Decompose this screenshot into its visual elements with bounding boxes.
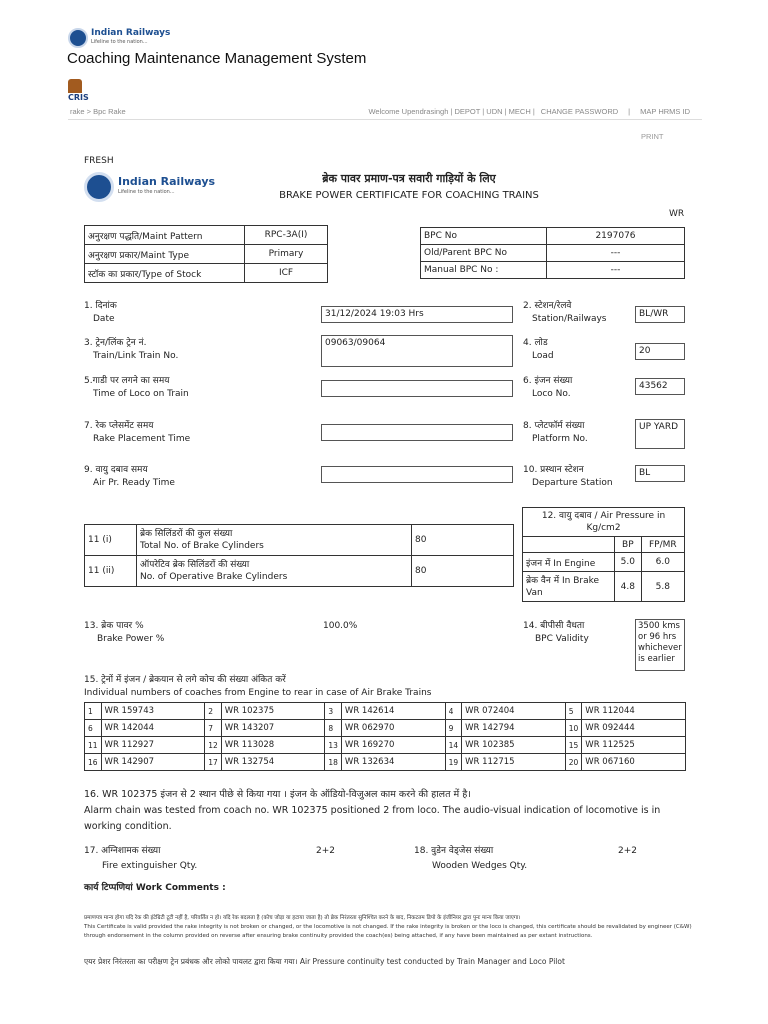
loco-no-label-en: Loco No.	[532, 389, 571, 399]
coach-position: 9	[445, 720, 462, 737]
coach-position: 13	[325, 737, 342, 754]
train-no-label	[84, 337, 178, 363]
coach-number: WR 112927	[101, 737, 205, 754]
coach-number: WR 143207	[221, 720, 325, 737]
wedges-label	[414, 845, 527, 873]
fine-print-en-2: through endorsement in the column provided on reverse after ensuring brake continuity provided the coach(es) being attached, if any have been maintained as per extant instructions.	[84, 933, 593, 939]
coach-position: 10	[565, 720, 582, 737]
certificate-logo-tagline: Lifeline to the nation...	[118, 189, 175, 195]
brand-tagline: Lifeline to the nation...	[91, 39, 148, 45]
table-row	[85, 226, 328, 245]
cris-label: CRIS	[68, 93, 89, 102]
coach-number: WR 092444	[582, 720, 686, 737]
coaches-caption-hi: 15. ट्रेनों में इंजन / ब्रेकयान से लगे कोच की संख्या अंकित करें	[84, 675, 286, 685]
validity-label-hi: 14. बीपीसी वैधता	[523, 621, 585, 631]
fp-header: FP/MR	[641, 537, 684, 553]
table-row	[523, 572, 685, 602]
brake-power-label-en: Brake Power %	[97, 634, 165, 644]
air-ready-label-hi: 9. वायु दबाव समय	[84, 465, 148, 475]
cylinder-label	[137, 556, 412, 587]
air-ready-label	[84, 464, 175, 490]
extinguisher-value: 2+2	[316, 846, 335, 856]
brake-power-value: 100.0%	[323, 621, 358, 631]
station-field[interactable]: BL/WR	[635, 306, 685, 323]
coach-position: 18	[325, 754, 342, 771]
coach-number: WR 132634	[341, 754, 445, 771]
alarm-note-en: Alarm chain was tested from coach no. WR 102375 positioned 2 from loco. The audio-visual indication of locomotive is in working condition.	[84, 805, 661, 832]
station-label-hi: 2. स्टेशन/रेलवे	[523, 301, 572, 311]
coach-position: 19	[445, 754, 462, 771]
load-label-hi: 4. लोड	[523, 338, 548, 348]
coach-position: 2	[205, 703, 222, 720]
coach-number: WR 169270	[341, 737, 445, 754]
alarm-chain-note	[84, 787, 694, 835]
station-label-en: Station/Railways	[532, 314, 607, 324]
old-bpc-value: ---	[547, 245, 685, 262]
brake-cylinder-table	[84, 524, 514, 587]
coach-position: 15	[565, 737, 582, 754]
print-button[interactable]: PRINT	[641, 132, 664, 141]
loco-no-label-hi: 6. इंजन संख्या	[523, 376, 573, 386]
coach-number: WR 102385	[462, 737, 566, 754]
maint-type-value: Primary	[245, 245, 328, 264]
date-label	[84, 300, 117, 326]
table-row	[421, 262, 685, 279]
coach-number: WR 142614	[341, 703, 445, 720]
table-row	[523, 537, 685, 553]
coach-position: 1	[85, 703, 102, 720]
change-password-link[interactable]: CHANGE PASSWORD	[540, 107, 619, 116]
table-row	[85, 720, 686, 737]
rake-placement-label-hi: 7. रेक प्लेसमेंट समय	[84, 421, 154, 431]
departure-field[interactable]: BL	[635, 465, 685, 482]
table-row	[85, 245, 328, 264]
welcome-text: Welcome Upendrasingh | DEPOT | UDN | MECH |	[368, 107, 535, 116]
bpc-no-value: 2197076	[547, 228, 685, 245]
cylinder-label-en: No. of Operative Brake Cylinders	[140, 572, 288, 582]
load-label	[523, 337, 554, 363]
date-field[interactable]: 31/12/2024 19:03 Hrs	[321, 306, 513, 323]
alarm-note-hi: 16. WR 102375 इंजन से 2 स्थान पीछे से किया गया । इंजन के ऑडियो-विजुअल काम करने की हालत में है।	[84, 789, 471, 800]
zone-label: WR	[669, 209, 685, 219]
brake-power-label-hi: 13. ब्रेक पावर %	[84, 621, 144, 631]
coaches-caption	[84, 674, 431, 700]
station-label	[523, 300, 607, 326]
cylinder-value: 80	[412, 525, 514, 556]
row-number: 11 (i)	[85, 525, 137, 556]
brake-van-label: ब्रेक वैन में In Brake Van	[523, 572, 615, 602]
coach-number: WR 067160	[582, 754, 686, 771]
air-ready-field[interactable]	[321, 466, 513, 483]
air-pressure-title: 12. वायु दबाव / Air Pressure in Kg/cm2	[523, 508, 685, 537]
date-label-hi: 1. दिनांक	[84, 301, 117, 311]
coach-number: WR 142794	[462, 720, 566, 737]
table-row	[85, 737, 686, 754]
fine-print-en-1: This Certificate is valid provided the rake integrity is not broken or changed, or the locomotive is not changed. If the rake integrity is broken or the loco is changed, this certificate should be revalidated by engineer (C&W)	[84, 924, 692, 930]
date-label-en: Date	[93, 314, 115, 324]
cylinder-label	[137, 525, 412, 556]
loco-no-label	[523, 375, 572, 401]
work-comments-label: कार्य टिप्पणियां Work Comments :	[84, 883, 226, 893]
coach-position: 8	[325, 720, 342, 737]
cylinder-label-hi: ऑपरेटिव ब्रेक सिलिंडरों की संख्या	[140, 560, 250, 570]
table-row	[523, 508, 685, 537]
manual-bpc-label: Manual BPC No :	[421, 262, 547, 279]
platform-field[interactable]: UP YARD	[635, 419, 685, 449]
maint-pattern-label: अनुरक्षण पद्धति/Maint Pattern	[85, 226, 245, 245]
certificate-logo-text: Indian Railways	[118, 175, 216, 188]
loco-time-label-hi: 5.गाडी पर लगने का समय	[84, 376, 170, 386]
departure-label-hi: 10. प्रस्थान स्टेशन	[523, 465, 584, 475]
departure-label-en: Departure Station	[532, 478, 613, 488]
fine-print-hi: प्रमाणपत्र मान्य होगा यदि रेक की इंटेग्रिटी टूटी नहीं है, परिवर्तित न हो। यदि रेक बदलता है (कोच जोड़ा या हटाया जाता है) तो ब्रेक निरंतरता सुनिश्चित करने के बाद, निकटतम डिपो के इंजीनियर द्वारा पुनः मान्य किया जाएगा।	[84, 915, 521, 921]
row-number: 11 (ii)	[85, 556, 137, 587]
air-ready-label-en: Air Pr. Ready Time	[93, 478, 175, 488]
table-row	[523, 553, 685, 572]
coach-position: 14	[445, 737, 462, 754]
wedges-label-hi: 18. वुडेन वेड्जेस संख्या	[414, 846, 494, 856]
coach-position: 3	[325, 703, 342, 720]
maint-pattern-value: RPC-3A(I)	[245, 226, 328, 245]
train-no-label-hi: 3. ट्रेन/लिंक ट्रेन नं.	[84, 338, 147, 348]
cylinder-label-en: Total No. of Brake Cylinders	[140, 541, 264, 551]
coach-number: WR 142044	[101, 720, 205, 737]
table-row	[85, 754, 686, 771]
stock-type-value: ICF	[245, 264, 328, 283]
old-bpc-label: Old/Parent BPC No	[421, 245, 547, 262]
wedges-value: 2+2	[618, 846, 637, 856]
table-row	[85, 703, 686, 720]
bpc-no-label: BPC No	[421, 228, 547, 245]
nav-separator: |	[628, 107, 631, 116]
coach-position: 20	[565, 754, 582, 771]
coach-number: WR 062970	[341, 720, 445, 737]
cylinder-label-hi: ब्रेक सिलिंडरों की कुल संख्या	[140, 529, 233, 539]
loco-time-field[interactable]	[321, 380, 513, 397]
validity-label	[523, 620, 589, 646]
coach-position: 11	[85, 737, 102, 754]
coach-table	[84, 702, 686, 771]
coach-position: 6	[85, 720, 102, 737]
rake-placement-label-en: Rake Placement Time	[93, 434, 191, 444]
table-row	[421, 228, 685, 245]
engine-label: इंजन में In Engine	[523, 553, 615, 572]
indian-railways-logo	[68, 28, 170, 48]
brake-van-bp: 4.8	[615, 572, 642, 602]
departure-label	[523, 464, 613, 490]
loco-no-field[interactable]: 43562	[635, 378, 685, 395]
coach-position: 12	[205, 737, 222, 754]
validity-fine-print	[84, 914, 694, 941]
loco-time-label	[84, 375, 189, 401]
brake-van-fp: 5.8	[641, 572, 684, 602]
coach-number: WR 142907	[101, 754, 205, 771]
breadcrumb[interactable]: rake > Bpc Rake	[70, 107, 126, 116]
railway-emblem-icon	[68, 28, 88, 48]
coach-number: WR 112044	[582, 703, 686, 720]
brand-name: Indian Railways	[91, 28, 171, 38]
platform-label	[523, 420, 588, 446]
coach-number: WR 132754	[221, 754, 325, 771]
coach-number: WR 159743	[101, 703, 205, 720]
bpc-table	[420, 227, 685, 279]
platform-label-en: Platform No.	[532, 434, 588, 444]
coach-number: WR 113028	[221, 737, 325, 754]
maint-type-label: अनुरक्षण प्रकार/Maint Type	[85, 245, 245, 264]
coach-number: WR 102375	[221, 703, 325, 720]
rake-placement-field[interactable]	[321, 424, 513, 441]
train-no-field[interactable]: 09063/09064	[321, 335, 513, 367]
brake-power-label	[84, 620, 164, 646]
table-row	[85, 525, 514, 556]
engine-bp: 5.0	[615, 553, 642, 572]
coach-position: 7	[205, 720, 222, 737]
loco-time-label-en: Time of Loco on Train	[93, 389, 189, 399]
extinguisher-label-hi: 17. अग्निशामक संख्या	[84, 846, 161, 856]
certificate-status: FRESH	[84, 156, 114, 166]
coach-number: WR 112525	[582, 737, 686, 754]
platform-label-hi: 8. प्लेटफॉर्म संख्या	[523, 421, 585, 431]
train-no-label-en: Train/Link Train No.	[93, 351, 179, 361]
coaches-caption-en: Individual numbers of coaches from Engine to rear in case of Air Brake Trains	[84, 688, 432, 698]
app-title: Coaching Maintenance Management System	[67, 50, 367, 67]
table-row	[421, 245, 685, 262]
extinguisher-label-en: Fire extinguisher Qty.	[102, 861, 198, 871]
air-pressure-table	[522, 507, 685, 602]
emblem-icon	[68, 79, 82, 93]
extinguisher-label	[84, 845, 197, 873]
certificate-title-hindi: ब्रेक पावर प्रमाण-पत्र सवारी गाड़ियों के लिए	[322, 172, 496, 185]
load-field[interactable]: 20	[635, 343, 685, 360]
table-row	[85, 264, 328, 283]
certificate-title: BRAKE POWER CERTIFICATE FOR COACHING TRAINS	[279, 190, 539, 201]
map-hrms-link[interactable]: MAP HRMS ID	[640, 107, 690, 116]
coach-number: WR 112715	[462, 754, 566, 771]
stock-type-label: स्टॉक का प्रकार/Type of Stock	[85, 264, 245, 283]
coach-position: 4	[445, 703, 462, 720]
coach-position: 17	[205, 754, 222, 771]
bp-header: BP	[615, 537, 642, 553]
coach-position: 5	[565, 703, 582, 720]
wedges-label-en: Wooden Wedges Qty.	[432, 861, 528, 871]
manual-bpc-value: ---	[547, 262, 685, 279]
rake-placement-label	[84, 420, 190, 446]
load-label-en: Load	[532, 351, 554, 361]
validity-label-en: BPC Validity	[535, 634, 589, 644]
coach-number: WR 072404	[462, 703, 566, 720]
validity-field: 3500 kms or 96 hrs whichever is earlier	[635, 619, 685, 671]
cylinder-value: 80	[412, 556, 514, 587]
cris-logo	[68, 79, 89, 102]
continuity-note: एयर प्रेशर निरंतरता का परीक्षण ट्रेन प्रबंधक और लोको पायलट द्वारा किया गया। Air Pressure continuity test conducted by Train Manager and Loco Pilot	[84, 957, 565, 966]
coach-position: 16	[85, 754, 102, 771]
table-row	[85, 556, 514, 587]
maintenance-table	[84, 225, 328, 283]
engine-fp: 6.0	[641, 553, 684, 572]
top-navbar	[68, 104, 702, 120]
